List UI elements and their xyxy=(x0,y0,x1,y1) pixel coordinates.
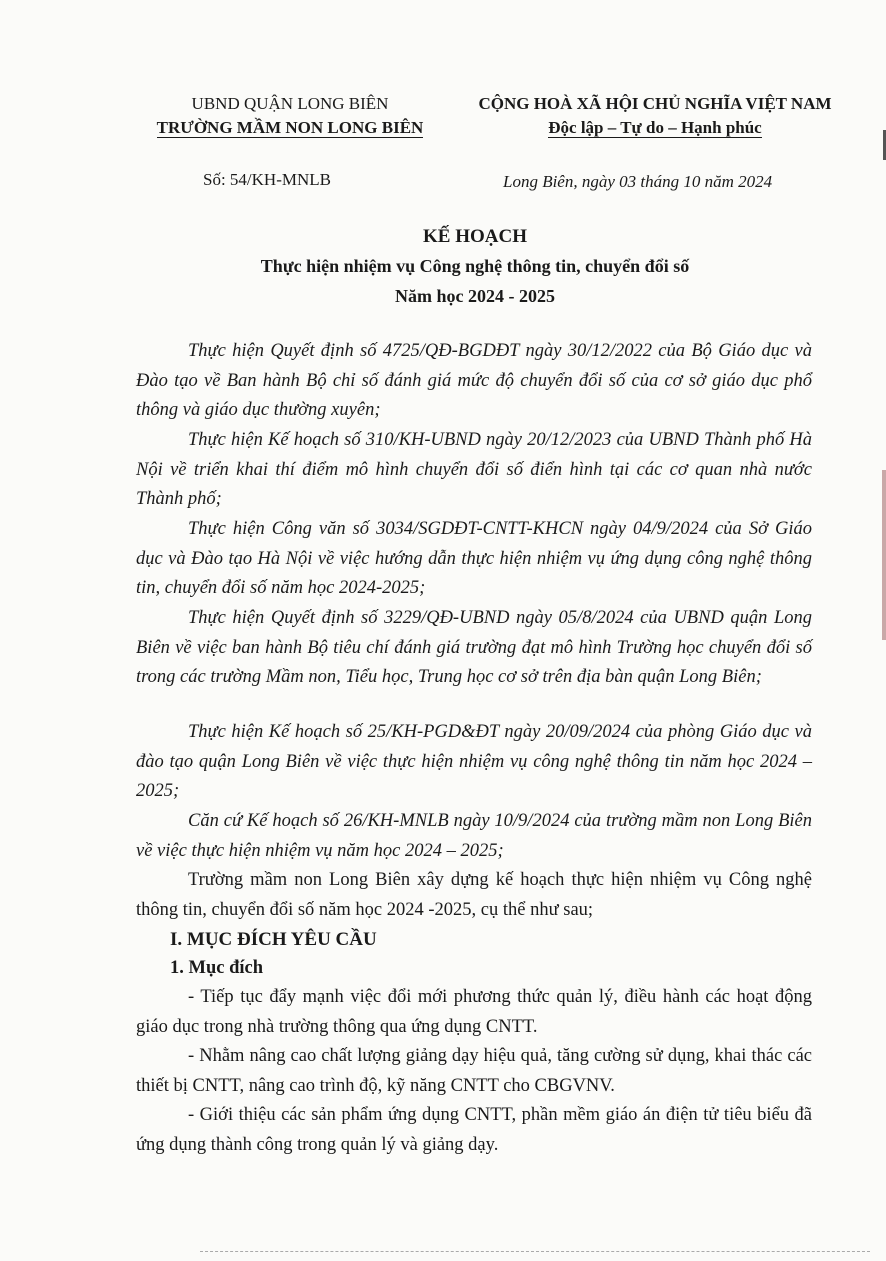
scan-edge-stamp xyxy=(882,470,886,640)
place-and-date: Long Biên, ngày 03 tháng 10 năm 2024 xyxy=(503,172,773,191)
subsection-heading: 1. Mục đích xyxy=(170,958,264,978)
purpose-item: - Nhằm nâng cao chất lượng giảng dạy hiệu quả, tăng cường sử dụng, khai thác các thiết bị CNTT, nâng cao trình độ, kỹ năng CNTT cho CBGVNV. xyxy=(136,1046,812,1096)
district-committee: UBND QUẬN LONG BIÊN xyxy=(191,94,389,113)
preamble-paragraph: Thực hiện Kế hoạch số 25/KH-PGD&ĐT ngày 20/09/2024 của phòng Giáo dục và đào tạo quận Long Biên về việc thực hiện nhiệm vụ công nghệ thông tin năm học 2024 – 2025; xyxy=(136,722,812,801)
header-right-block xyxy=(455,92,855,140)
document-subtitle: Thực hiện nhiệm vụ Công nghệ thông tin, chuyển đổi số xyxy=(260,256,690,276)
school-name: TRƯỜNG MẦM NON LONG BIÊN xyxy=(156,118,424,137)
national-title: CỘNG HOÀ XÃ HỘI CHỦ NGHĨA VIỆT NAM xyxy=(478,94,832,113)
preamble-paragraph: Thực hiện Kế hoạch số 310/KH-UBND ngày 20/12/2023 của UBND Thành phố Hà Nội về triển khai thí điểm mô hình chuyển đổi số điển hình tại các cơ quan nhà nước Thành phố; xyxy=(136,430,812,509)
header-left-block xyxy=(130,92,450,140)
school-year: Năm học 2024 - 2025 xyxy=(395,286,555,306)
preamble-paragraph: Thực hiện Quyết định số 3229/QĐ-UBND ngày 05/8/2024 của UBND quận Long Biên về việc ban hành Bộ tiêu chí đánh giá trường đạt mô hình Trường học chuyển đổi số trong các trường Mầm non, Tiểu học, Trung học cơ sở trên địa bàn quận Long Biên; xyxy=(136,608,812,687)
purpose-item: - Giới thiệu các sản phẩm ứng dụng CNTT, phần mềm giáo án điện tử tiêu biểu đã ứng dụng thành công trong quản lý và giảng dạy. xyxy=(136,1105,812,1155)
preamble-paragraph: Căn cứ Kế hoạch số 26/KH-MNLB ngày 10/9/2024 của trường mầm non Long Biên về việc thực hiện nhiệm vụ năm học 2024 – 2025; xyxy=(136,811,812,861)
section-heading: I. MỤC ĐÍCH YÊU CẦU xyxy=(170,929,377,950)
scan-bleed-line xyxy=(200,1251,870,1252)
document-title: KẾ HOẠCH xyxy=(423,226,527,247)
purpose-item: - Tiếp tục đẩy mạnh việc đổi mới phương thức quản lý, điều hành các hoạt động giáo dục trong nhà trường thông qua ứng dụng CNTT. xyxy=(136,987,812,1037)
intro-paragraph: Trường mầm non Long Biên xây dựng kế hoạch thực hiện nhiệm vụ Công nghệ thông tin, chuyển đổi số năm học 2024 -2025, cụ thể như sau; xyxy=(136,870,812,920)
preamble-paragraph: Thực hiện Công văn số 3034/SGDĐT-CNTT-KHCN ngày 04/9/2024 của Sở Giáo dục và Đào tạo Hà Nội về việc hướng dẫn thực hiện nhiệm vụ ứng dụng công nghệ thông tin, chuyển đổi số năm học 2024-2025; xyxy=(136,519,812,598)
document-number: Số: 54/KH-MNLB xyxy=(203,170,331,189)
national-motto: Độc lập – Tự do – Hạnh phúc xyxy=(548,118,762,137)
preamble-paragraph: Thực hiện Quyết định số 4725/QĐ-BGDĐT ngày 30/12/2022 của Bộ Giáo dục và Đào tạo về Ban hành Bộ chỉ số đánh giá mức độ chuyển đổi số của cơ sở giáo dục phổ thông và giáo dục thường xuyên; xyxy=(136,341,812,420)
